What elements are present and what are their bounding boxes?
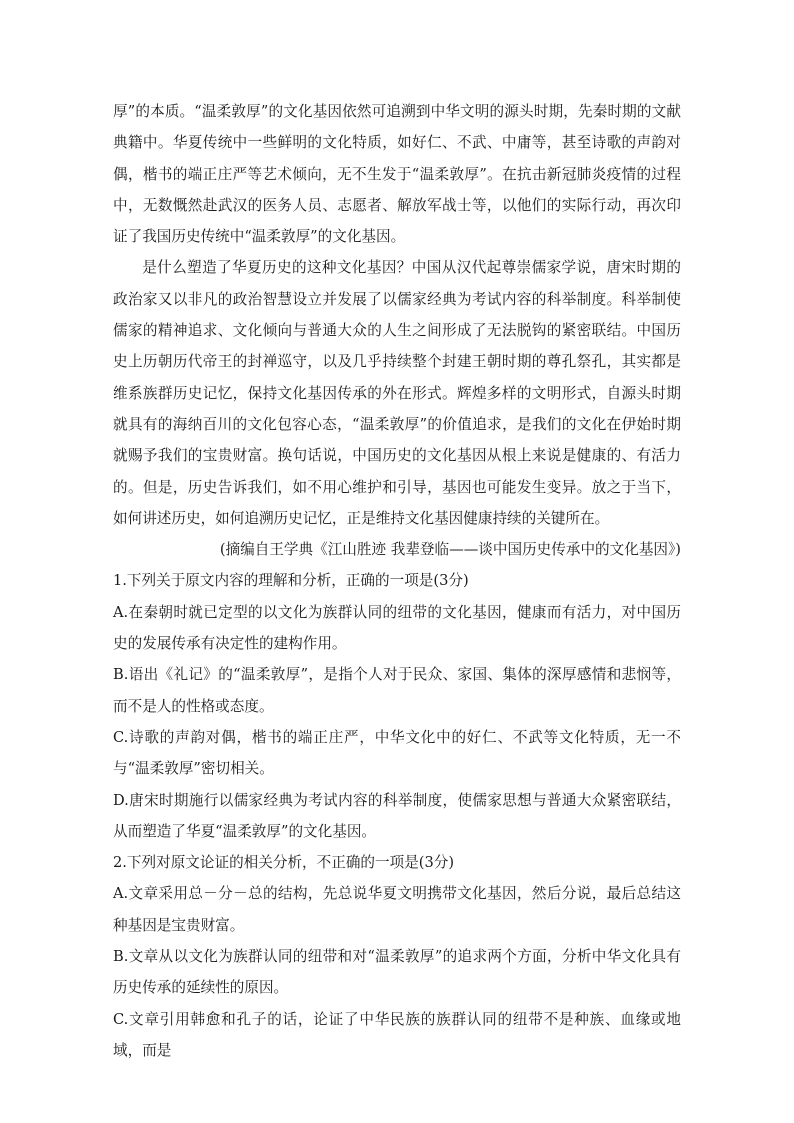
question-option-a: A.文章采用总－分－总的结构，先总说华夏文明携带文化基因，然后分说，最后总结这种基因是宝贵财富。 — [113, 885, 681, 934]
question-stem: 2.下列对原文论证的相关分析，不正确的一项是(3分) — [113, 854, 455, 872]
question-option-d: D.唐宋时期施行以儒家经典为考试内容的科举制度，使儒家思想与普通大众紧密联结，从而塑造了华夏“温柔敦厚”的文化基因。 — [113, 791, 681, 840]
question-stem: 1.下列关于原文内容的理解和分析，正确的一项是(3分) — [113, 572, 469, 590]
passage-source: (摘编自王学典《江山胜迹 我辈登临——谈中国历史传承中的文化基因》) — [219, 541, 681, 559]
passage-paragraph-continued: 厚”的本质。“温柔敦厚”的文化基因依然可追溯到中华文明的源头时期，先秦时期的文献典籍中。华夏传统中一些鲜明的文化特质，如好仁、不武、中庸等，甚至诗歌的声韵对偶，楷书的端正庄严等艺术倾向，无不生发于“温柔敦厚”。在抗击新冠肺炎疫情的过程中，无数慨然赴武汉的医务人员、志愿者、解放军战士等，以他们的实际行动，再次印证了我国历史传统中“温柔敦厚”的文化基因。 — [113, 103, 681, 246]
passage-paragraph-2: 是什么塑造了华夏历史的这种文化基因？中国从汉代起尊崇儒家学说，唐宋时期的政治家又以非凡的政治智慧设立并发展了以儒家经典为考试内容的科举制度。科举制使儒家的精神追求、文化倾向与普通大众的人生之间形成了无法脱钩的紧密联结。中国历史上历朝历代帝王的封禅巡守，以及几乎持续整个封建王朝时期的尊孔祭孔，其实都是维系族群历史记忆，保持文化基因传承的外在形式。辉煌多样的文明形式，自源头时期就具有的海纳百川的文化包容心态，“温柔敦厚”的价值追求，是我们的文化在伊始时期就赐予我们的宝贵财富。换句话说，中国历史的文化基因从根上来说是健康的、有活力的。但是，历史告诉我们，如不用心维护和引导，基因也可能发生变异。放之于当下，如何讲述历史，如何追溯历史记忆，正是维持文化基因健康持续的关键所在。 — [113, 259, 681, 527]
question-option-b: B.文章从以文化为族群认同的纽带和对“温柔敦厚”的追求两个方面，分析中华文化具有历史传承的延续性的原因。 — [113, 948, 681, 997]
question-1 — [113, 565, 681, 847]
question-option-c: C.诗歌的声韵对偶，楷书的端正庄严，中华文化中的好仁、不武等文化特质，无一不与“温柔敦厚”密切相关。 — [113, 728, 681, 778]
document-page — [113, 96, 681, 1066]
question-2 — [113, 847, 681, 1066]
question-option-b: B.语出《礼记》的“温柔敦厚”，是指个人对于民众、家国、集体的深厚感情和悲悯等，而不是人的性格或态度。 — [113, 666, 681, 715]
question-option-c: C.文章引用韩愈和孔子的话，论证了中华民族的族群认同的纽带不是种族、血缘或地域，而是 — [113, 1010, 681, 1059]
question-option-a: A.在秦朝时就已定型的以文化为族群认同的纽带的文化基因，健康而有活力，对中国历史的发展传承有决定性的建构作用。 — [113, 603, 681, 653]
